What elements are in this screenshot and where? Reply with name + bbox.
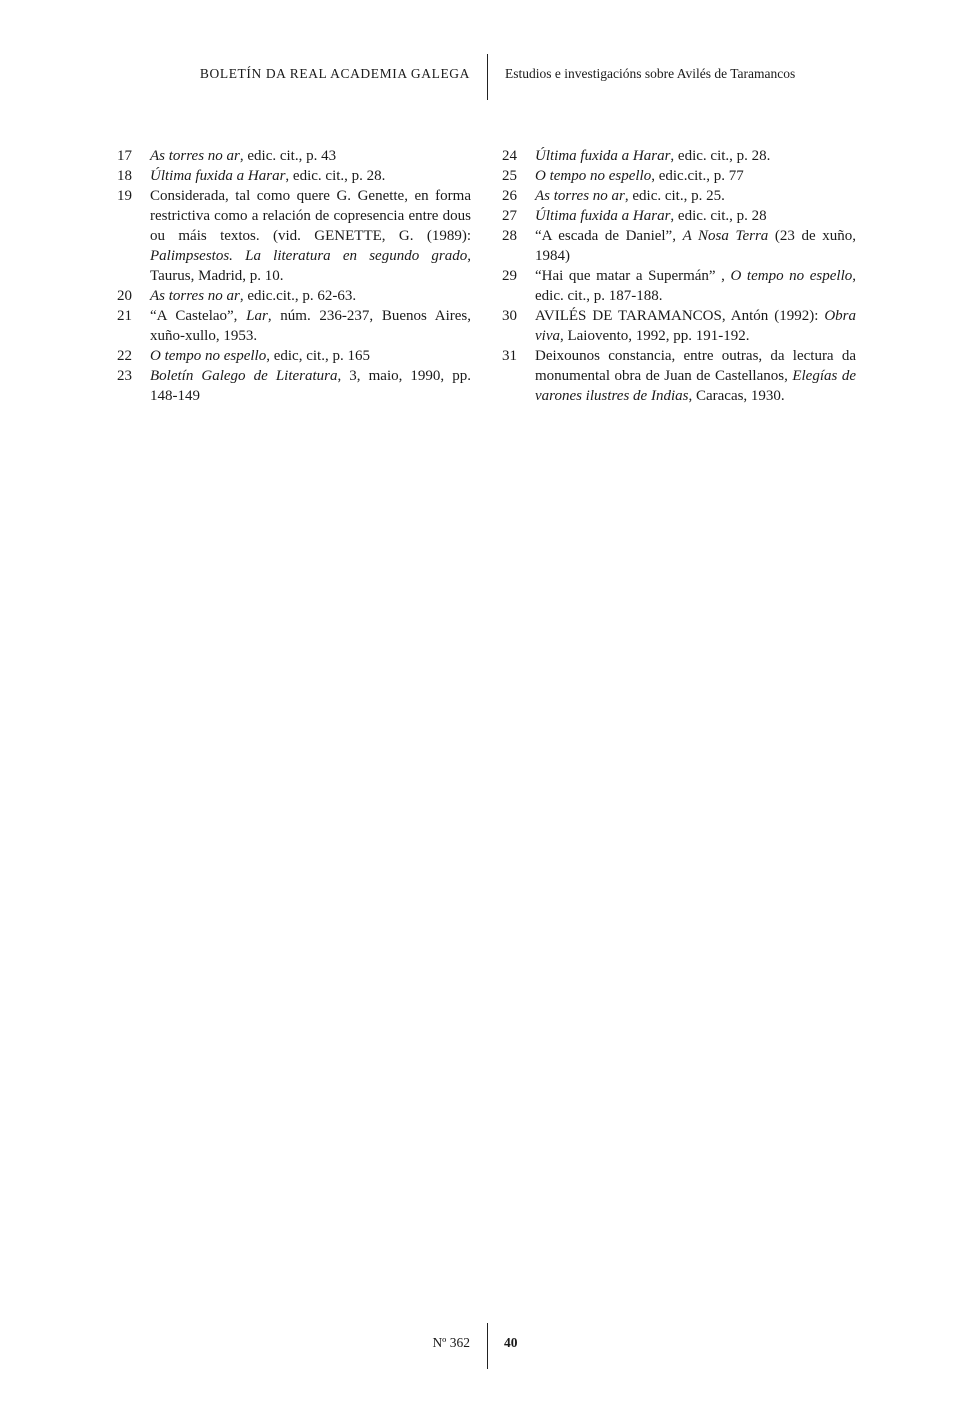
- footnote-text-segment: , edic. cit., p. 28.: [285, 168, 386, 184]
- footnote-number: 27: [502, 208, 517, 224]
- footnote-text-segment: AVILÉS DE TARAMANCOS, Antón (1992):: [535, 308, 825, 324]
- footnote-text-segment: , edic, cit., p. 165: [266, 348, 370, 364]
- footnote-text: [535, 146, 856, 166]
- footnote: [502, 306, 856, 346]
- footnote: [117, 286, 471, 306]
- header-divider: [487, 54, 488, 100]
- footnote: [502, 206, 856, 226]
- footnote: [502, 146, 856, 166]
- footnote-text-segment: “A Castelao”,: [150, 308, 247, 324]
- footnote-title-italic: As torres no ar: [535, 188, 625, 204]
- footnote-text-segment: Considerada, tal como quere G. Genette, en forma restrictiva como a relación de copresencia entre dous ou máis textos. (vid. GENETTE, G. (1989):: [150, 188, 471, 244]
- footnote-text-segment: “A escada de Daniel”,: [535, 228, 683, 244]
- footnote-text-segment: , edic.cit., p. 77: [651, 168, 744, 184]
- footnote-text: [535, 306, 856, 346]
- footnote: [502, 186, 856, 206]
- footnote-text: [150, 286, 471, 306]
- footnote: [502, 266, 856, 306]
- footnote-text: [535, 346, 856, 406]
- footnote: [502, 166, 856, 186]
- footnote-text-segment: , Laiovento, 1992, pp. 191-192.: [559, 328, 750, 344]
- footnote-text-segment: , edic. cit., p. 28.: [670, 148, 771, 164]
- section-title: Estudios e investigacións sobre Avilés de Taramancos: [505, 66, 796, 81]
- notes-column-right: [502, 146, 856, 406]
- page-number: 40: [504, 1335, 518, 1350]
- footnote: [117, 146, 471, 166]
- footnote-title-italic: Palimpsestos. La literatura en segundo grado: [150, 248, 468, 264]
- footnote-number: 30: [502, 308, 517, 324]
- footnote: [117, 186, 471, 286]
- footnote-title-italic: O tempo no espello: [730, 268, 853, 284]
- footnote-number: 22: [117, 348, 132, 364]
- footnote-text-segment: , edic.cit., p. 62-63.: [239, 288, 357, 304]
- footnote-text-segment: , núm. 236-237, Buenos Aires, xuño-xullo, 1953.: [150, 308, 471, 344]
- footnote-text-segment: , edic. cit., p. 187-188.: [535, 268, 856, 304]
- footnote-number: 20: [117, 288, 132, 304]
- footnote-text: [150, 306, 471, 346]
- footnote-text-segment: , edic. cit., p. 25.: [624, 188, 725, 204]
- footnote-text: [535, 226, 856, 266]
- footnote-text-segment: , 3, maio, 1990, pp. 148-149: [150, 368, 471, 404]
- footer-divider: [487, 1323, 488, 1369]
- footnote-text: [535, 186, 856, 206]
- footnote-text-segment: “Hai que matar a Supermán” ,: [535, 268, 731, 284]
- footnote-text: [150, 146, 471, 166]
- footnote-title-italic: As torres no ar: [150, 148, 240, 164]
- footnote-text-segment: , Taurus, Madrid, p. 10.: [150, 248, 471, 284]
- footnote-title-italic: Lar: [246, 308, 268, 324]
- footnote-title-italic: A Nosa Terra: [682, 228, 769, 244]
- footnote-title-italic: O tempo no espello: [150, 348, 267, 364]
- issue-number: Nº 362: [432, 1335, 470, 1350]
- footnote-text-segment: Deixounos constancia, entre outras, da lectura da monumental obra de Juan de Castellanos,: [535, 348, 856, 384]
- footnote: [117, 166, 471, 186]
- footnote-text: [535, 166, 856, 186]
- footnote-number: 18: [117, 168, 132, 184]
- footnote-number: 24: [502, 148, 517, 164]
- footnote-title-italic: As torres no ar: [150, 288, 240, 304]
- footnote-title-italic: Última fuxida a Harar: [150, 168, 286, 184]
- footnote-number: 23: [117, 368, 132, 384]
- footnote-text-segment: , Caracas, 1930.: [688, 388, 785, 404]
- journal-title: BOLETÍN DA REAL ACADEMIA GALEGA: [199, 66, 470, 81]
- footnote-text: [535, 266, 856, 306]
- footnote-text-segment: , edic. cit., p. 28: [670, 208, 767, 224]
- footnote-number: 26: [502, 188, 517, 204]
- footnote-text-segment: , edic. cit., p. 43: [239, 148, 337, 164]
- footnote-number: 28: [502, 228, 517, 244]
- footnote: [117, 306, 471, 346]
- footnote-text-segment: (23 de xuño, 1984): [535, 228, 856, 264]
- footnote-text: [150, 186, 471, 286]
- footnote-number: 21: [117, 308, 132, 324]
- footnote-title-italic: Obra viva: [535, 308, 856, 344]
- footnote-text: [150, 346, 471, 366]
- footnote: [502, 346, 856, 406]
- footnote-text: [150, 366, 471, 406]
- footnote: [117, 366, 471, 406]
- footnote-number: 17: [117, 148, 132, 164]
- footnote: [117, 346, 471, 366]
- footnote-title-italic: Última fuxida a Harar: [535, 148, 671, 164]
- footnote: [502, 226, 856, 266]
- footnote-title-italic: Elegías de varones ilustres de Indias: [535, 368, 856, 404]
- notes-column-left: [117, 146, 471, 406]
- footnote-text: [150, 166, 471, 186]
- footnote-title-italic: O tempo no espello: [535, 168, 652, 184]
- footnote-number: 29: [502, 268, 517, 284]
- footnote-number: 25: [502, 168, 517, 184]
- footnote-title-italic: Última fuxida a Harar: [535, 208, 671, 224]
- footnote-number: 31: [502, 348, 517, 364]
- footnote-number: 19: [117, 188, 132, 204]
- footnote-text: [535, 206, 856, 226]
- footnote-title-italic: Boletín Galego de Literatura: [150, 368, 338, 384]
